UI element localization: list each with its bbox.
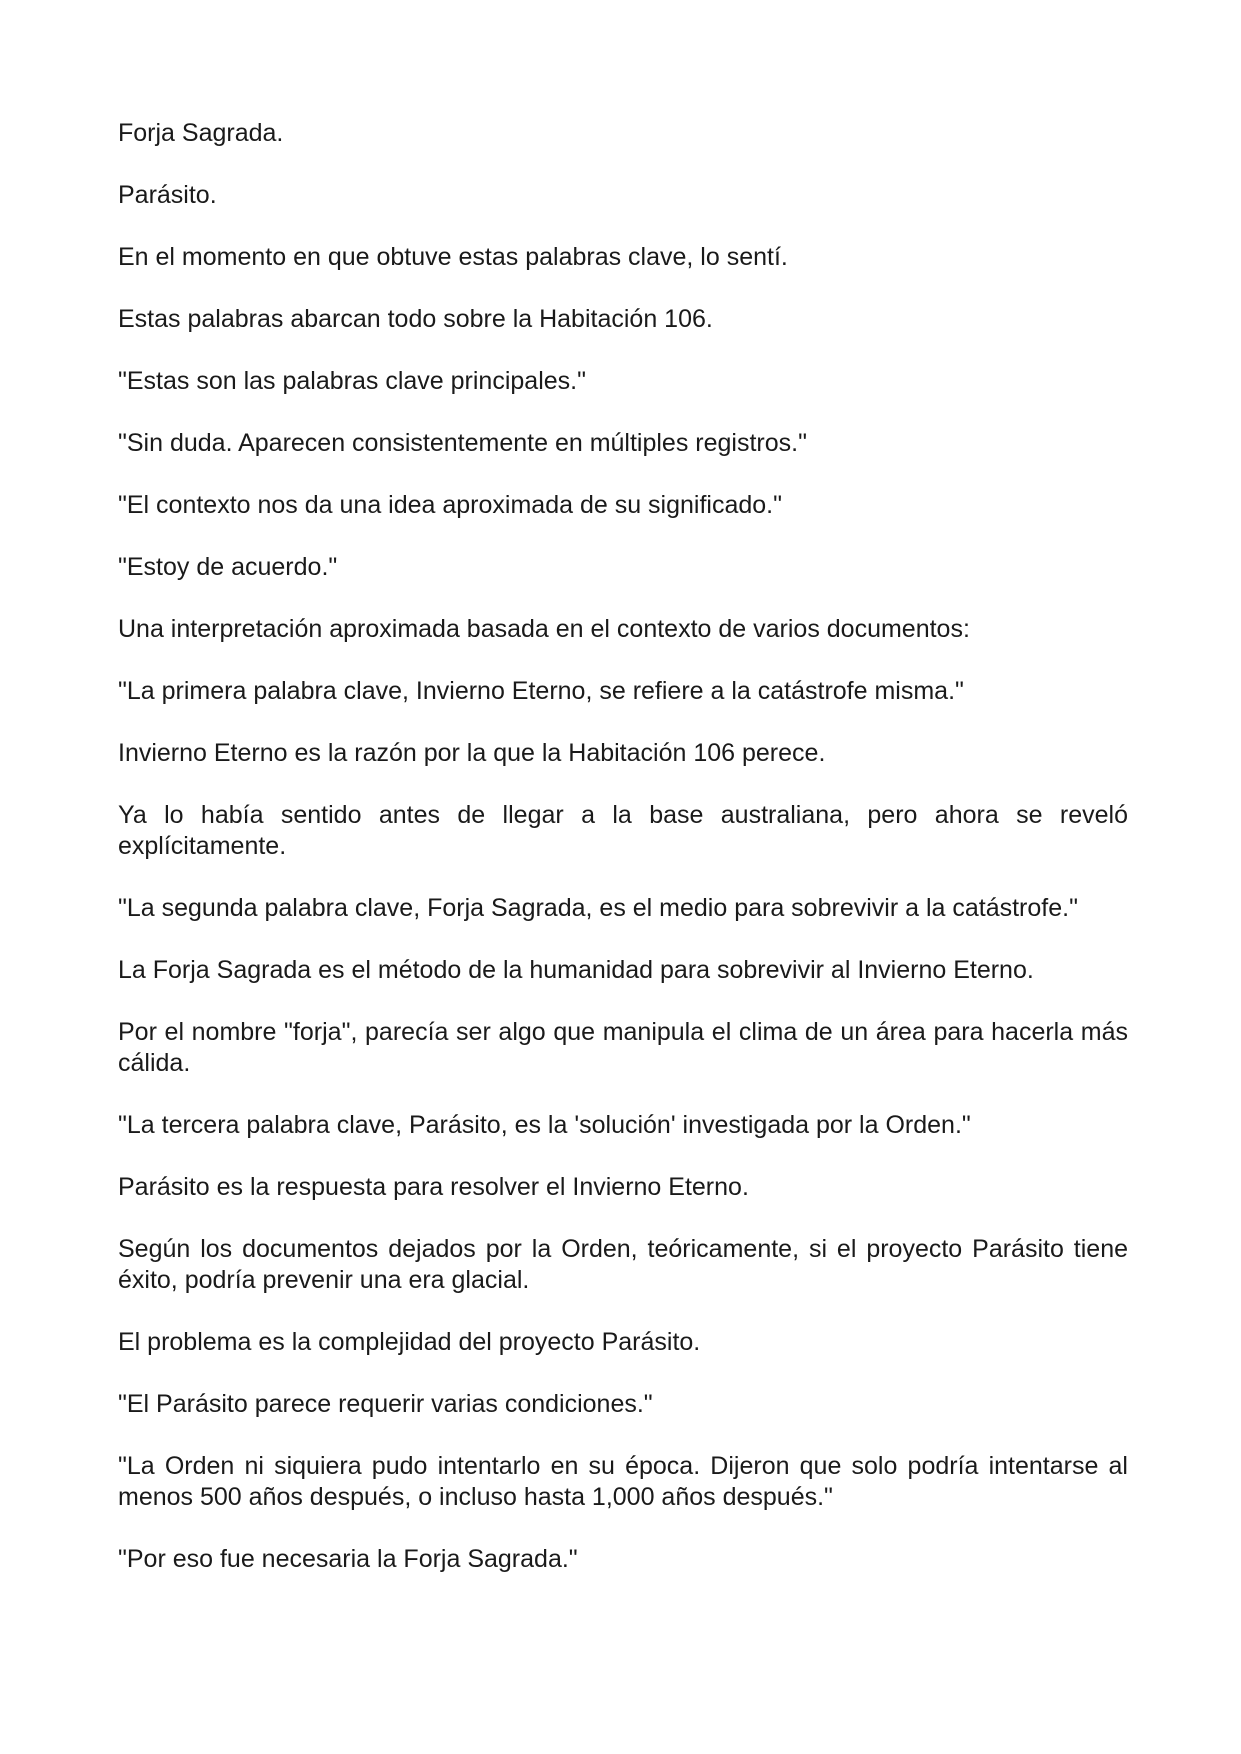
paragraph: "Estoy de acuerdo." bbox=[118, 553, 338, 581]
paragraph: Forja Sagrada. bbox=[118, 119, 284, 147]
paragraph: Parásito. bbox=[118, 181, 217, 209]
paragraph: La Forja Sagrada es el método de la humanidad para sobrevivir al Invierno Eterno. bbox=[118, 956, 1034, 984]
paragraph: En el momento en que obtuve estas palabras clave, lo sentí. bbox=[118, 243, 788, 271]
paragraph: Una interpretación aproximada basada en el contexto de varios documentos: bbox=[118, 615, 970, 643]
paragraph: Parásito es la respuesta para resolver el Invierno Eterno. bbox=[118, 1173, 749, 1201]
paragraph: "La primera palabra clave, Invierno Eterno, se refiere a la catástrofe misma." bbox=[118, 677, 964, 705]
paragraph: "Estas son las palabras clave principales." bbox=[118, 367, 586, 395]
paragraph: "El contexto nos da una idea aproximada de su significado." bbox=[118, 491, 783, 519]
paragraph: "Por eso fue necesaria la Forja Sagrada." bbox=[118, 1545, 578, 1573]
paragraph: Invierno Eterno es la razón por la que la Habitación 106 perece. bbox=[118, 739, 826, 767]
paragraph: El problema es la complejidad del proyecto Parásito. bbox=[118, 1328, 701, 1356]
paragraph: "La tercera palabra clave, Parásito, es la 'solución' investigada por la Orden." bbox=[118, 1111, 971, 1139]
paragraph: "Sin duda. Aparecen consistentemente en múltiples registros." bbox=[118, 429, 807, 457]
paragraph: "El Parásito parece requerir varias condiciones." bbox=[118, 1390, 653, 1418]
paragraph: Ya lo había sentido antes de llegar a la base australiana, pero ahora se reveló explícitamente. bbox=[118, 801, 1128, 860]
text-body bbox=[118, 118, 1128, 1606]
paragraph: Estas palabras abarcan todo sobre la Habitación 106. bbox=[118, 305, 713, 333]
paragraph: Por el nombre "forja", parecía ser algo que manipula el clima de un área para hacerla más cálida. bbox=[118, 1018, 1128, 1077]
paragraph: "La Orden ni siquiera pudo intentarlo en su época. Dijeron que solo podría intentarse al menos 500 años después, o incluso hasta 1,000 años después." bbox=[118, 1452, 1128, 1511]
paragraph: Según los documentos dejados por la Orden, teóricamente, si el proyecto Parásito tiene éxito, podría prevenir una era glacial. bbox=[118, 1235, 1128, 1294]
paragraph: "La segunda palabra clave, Forja Sagrada, es el medio para sobrevivir a la catástrofe." bbox=[118, 894, 1078, 922]
